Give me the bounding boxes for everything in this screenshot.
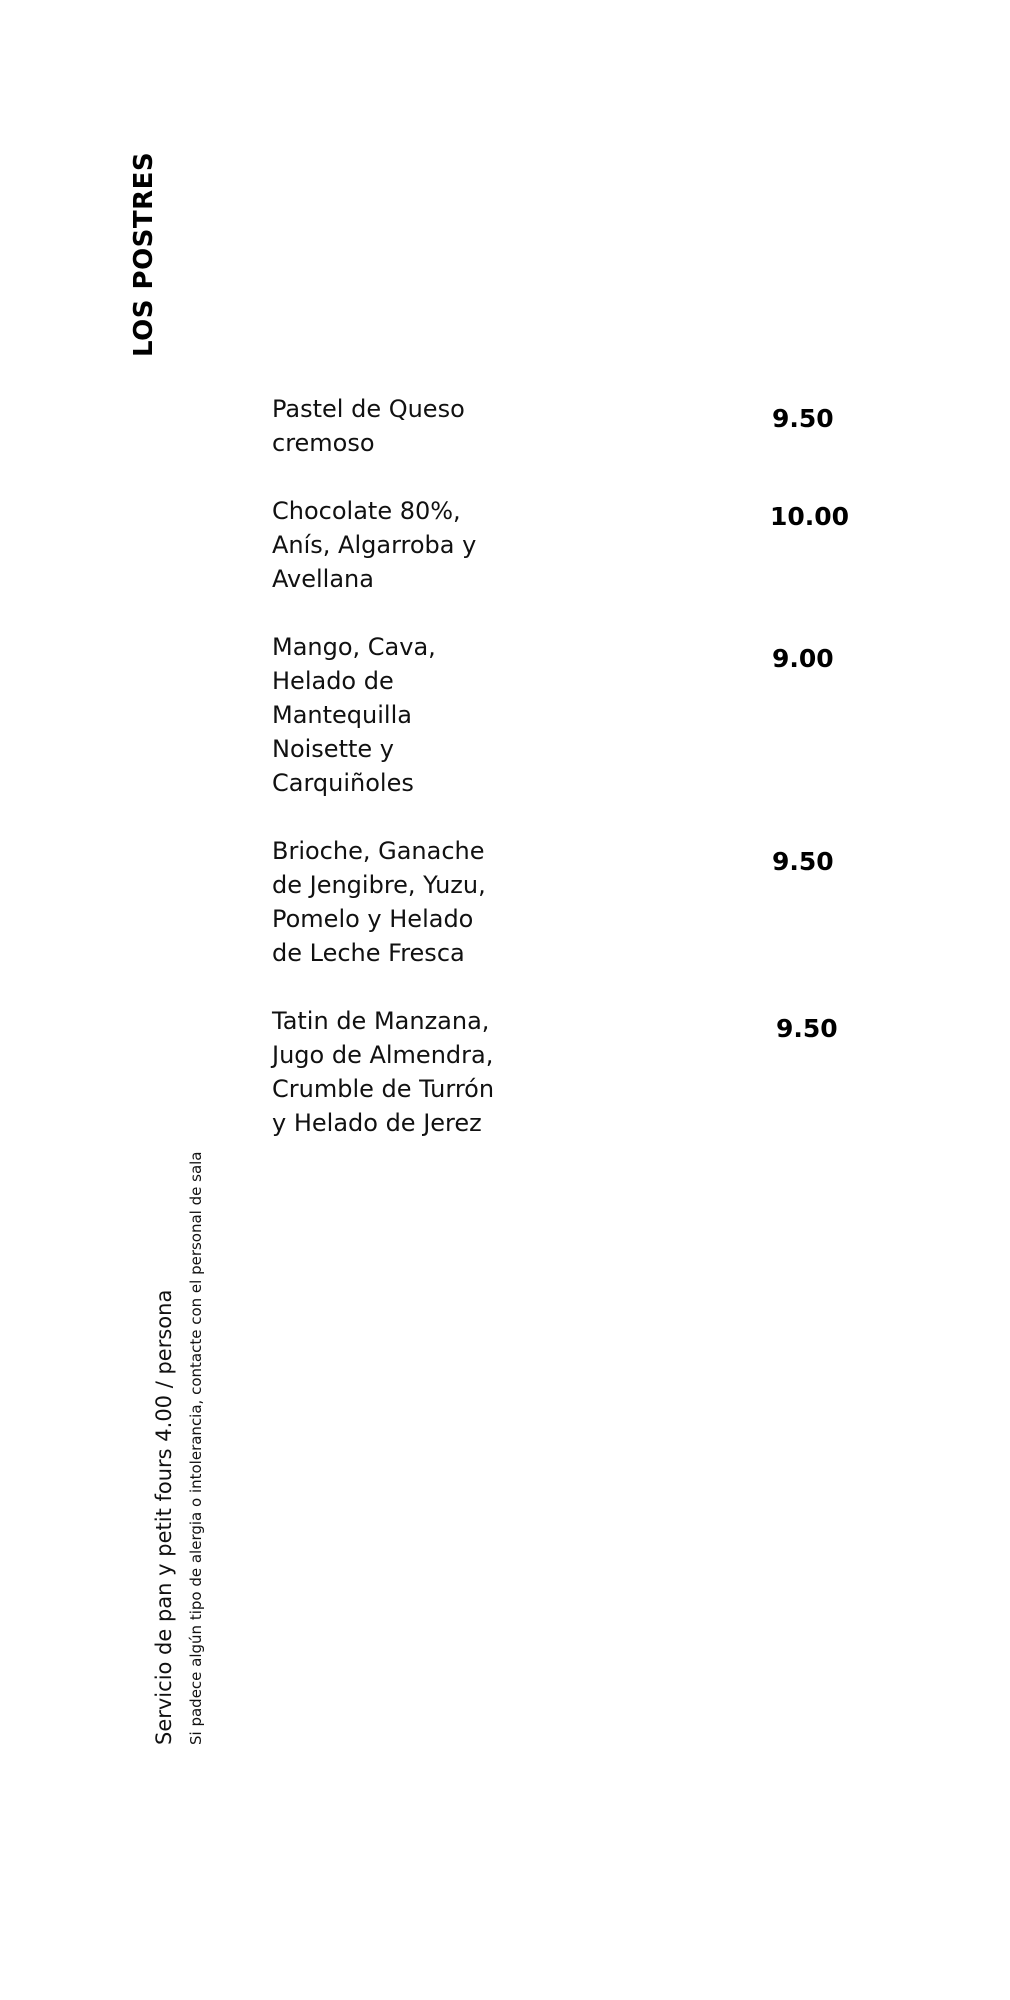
menu-item-name: Brioche, Ganache de Jengibre, Yuzu, Pomelo y Helado de Leche Fresca [272, 837, 486, 967]
menu-item-price: 9.00 [772, 644, 834, 673]
allergy-note: Si padece algún tipo de alergia o intolerancia, contacte con el personal de sala [187, 1151, 205, 1745]
menu-item-price: 9.50 [772, 404, 834, 433]
menu-item [272, 1004, 532, 1140]
bread-service-note: Servicio de pan y petit fours 4.00 / persona [152, 1289, 176, 1745]
menu-item [272, 630, 532, 800]
menu-item [272, 494, 532, 596]
menu-item-price: 10.00 [770, 502, 850, 531]
menu-item-price: 9.50 [776, 1014, 838, 1043]
section-title: LOS POSTRES [129, 151, 159, 357]
menu-item-name: Pastel de Queso cremoso [272, 395, 465, 457]
menu-item-name: Tatin de Manzana, Jugo de Almendra, Crumble de Turrón y Helado de Jerez [272, 1007, 495, 1137]
menu-item-price: 9.50 [772, 847, 834, 876]
menu-item [272, 834, 532, 970]
menu-item-name: Chocolate 80%, Anís, Algarroba y Avellana [272, 497, 477, 593]
menu-item [272, 392, 532, 460]
menu-item-name: Mango, Cava, Helado de Mantequilla Noisette y Carquiñoles [272, 633, 436, 797]
